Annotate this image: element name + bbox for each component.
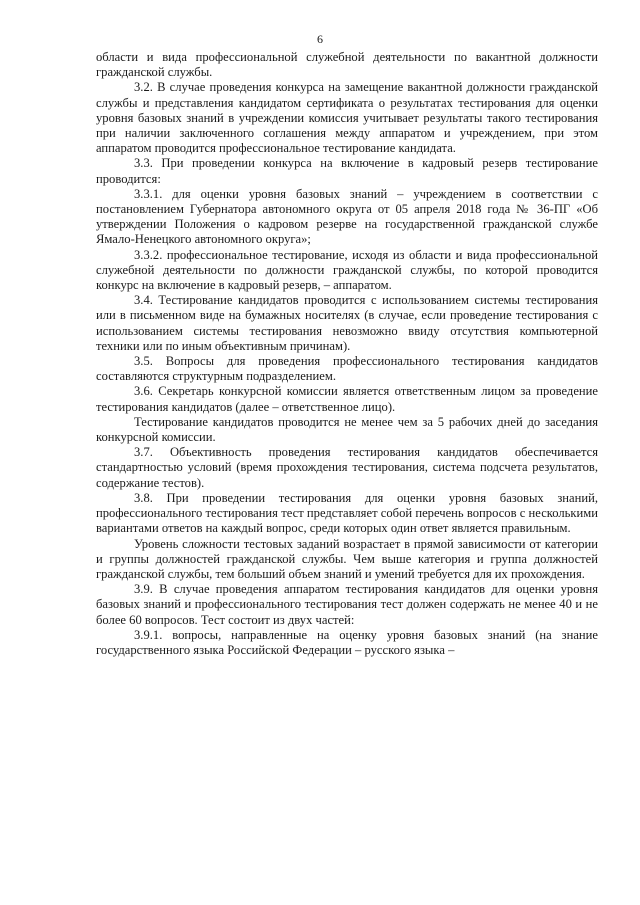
paragraph-3-6-deadline: Тестирование кандидатов проводится не менее чем за 5 рабочих дней до заседания конкурсной комиссии. — [96, 414, 598, 445]
paragraph-3-9: 3.9. В случае проведения аппаратом тестирования кандидатов для оценки уровня базовых знаний и профессионального тестирования тест должен содержать не менее 40 и не более 60 вопросов. Тест состоит из двух частей: — [96, 582, 598, 627]
paragraph-3-6: 3.6. Секретарь конкурсной комиссии является ответственным лицом за проведение тестирования кандидатов (далее – ответственное лицо). — [96, 384, 598, 414]
paragraph-3-8-difficulty: Уровень сложности тестовых заданий возрастает в прямой зависимости от категории и группы должностей гражданской службы. Чем выше категория и группа должностей гражданской службы, тем больший объем знаний и умений требуется для их прохождения. — [96, 536, 598, 581]
paragraph-3-3-1: 3.3.1. для оценки уровня базовых знаний – учреждением в соответствии с постановлением Губернатора автономного округа от 05 апреля 2018 года № 36-ПГ «Об утверждении Положения о кадровом резерве на государственной гражданской службе Ямало-Ненецкого автономного округа»; — [96, 186, 598, 247]
paragraph-3-4: 3.4. Тестирование кандидатов проводится с использованием системы тестирования или в письменном виде на бумажных носителях (в случае, если проведение тестирования с использованием системы тестирования невозможно ввиду отсутствия компьютерной техники или по иным объективным причинам). — [96, 293, 598, 353]
paragraph-3-9-1: 3.9.1. вопросы, направленные на оценку уровня базовых знаний (на знание государственного языка Российской Федерации – русского языка – — [96, 627, 598, 657]
paragraph-continuation: области и вида профессиональной служебной деятельности по вакантной должности гражданской службы. — [96, 50, 598, 80]
paragraph-3-5: 3.5. Вопросы для проведения профессионального тестирования кандидатов составляются структурным подразделением. — [96, 354, 598, 384]
paragraph-3-7: 3.7. Объективность проведения тестирования кандидатов обеспечивается стандартностью условий (время прохождения тестирования, система подсчета результатов, содержание тестов). — [96, 445, 598, 490]
paragraph-3-8: 3.8. При проведении тестирования для оценки уровня базовых знаний, профессионального тестирования тест представляет собой перечень вопросов с несколькими вариантами ответов на каждый вопрос, среди которых один ответ является правильным. — [96, 490, 598, 536]
page-number: 6 — [317, 32, 323, 46]
document-body — [96, 50, 598, 658]
paragraph-3-3-2: 3.3.2. профессиональное тестирование, исходя из области и вида профессиональной служебной деятельности по должности гражданской службы, по которой проводится конкурс на включение в кадровый резерв, – аппаратом. — [96, 247, 598, 293]
paragraph-3-2: 3.2. В случае проведения конкурса на замещение вакантной должности гражданской службы и представления кандидатом сертификата о результатах тестирования для оценки уровня базовых знаний в учреждении комиссия учитывает результаты такого тестирования при наличии заключенного соглашения между аппаратом и учреждением, при этом аппаратом проводится профессиональное тестирование кандидата. — [96, 80, 598, 156]
paragraph-3-3: 3.3. При проведении конкурса на включение в кадровый резерв тестирование проводится: — [96, 156, 598, 186]
